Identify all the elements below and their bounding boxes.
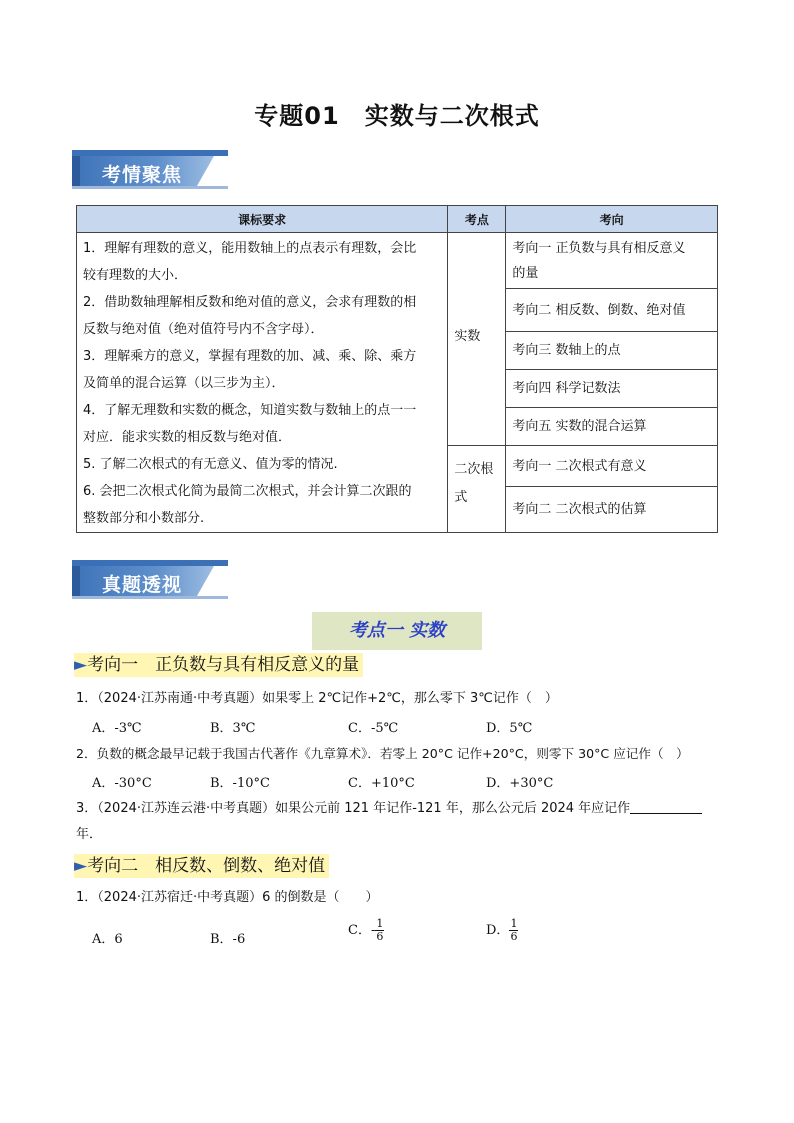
header-kaodian: 考点 xyxy=(448,206,506,233)
option-d: D．5℃ xyxy=(486,721,533,736)
fraction-denominator: 6 xyxy=(510,930,518,943)
direction-cell: 考向二 相反数、倒数、绝对值 xyxy=(506,289,718,332)
kaodian-line: 二次根 xyxy=(454,462,494,477)
section-banner-kaoqing xyxy=(72,150,228,194)
option-c xyxy=(348,918,384,943)
banner-top-bar xyxy=(72,150,228,156)
direction-heading-label: 考向二 相反数、倒数、绝对值 xyxy=(87,856,326,876)
option-a: A．-30°C xyxy=(92,776,152,791)
req-line: 5. 了解二次根式的有无意义、值为零的情况. xyxy=(83,457,338,472)
question-stem: 1．（2024·江苏南通·中考真题）如果零上 2℃记作+2℃，那么零下 3℃记作（ ） xyxy=(76,691,558,706)
kaodian-ercigenshi xyxy=(448,446,506,533)
answer-blank xyxy=(630,799,702,814)
direction-heading xyxy=(74,653,363,677)
req-line: 及简单的混合运算（以三步为主）． xyxy=(83,376,285,391)
req-line: 较有理数的大小． xyxy=(83,268,188,283)
option-d: D．+30°C xyxy=(486,776,554,791)
req-line: 整数部分和小数部分. xyxy=(83,511,205,526)
fraction xyxy=(509,918,518,943)
direction-cell: 考向一 二次根式有意义 xyxy=(506,446,718,487)
req-line: 2．借助数轴理解相反数和绝对值的意义，会求有理数的相 xyxy=(83,295,417,310)
header-kebiao: 课标要求 xyxy=(77,206,448,233)
kaodian-shishu: 实数 xyxy=(448,233,506,446)
direction-cell: 考向五 实数的混合运算 xyxy=(506,408,718,446)
table-row xyxy=(77,233,718,289)
question-stem: 2．负数的概念最早记载于我国古代著作《九章算术》．若零上 20°C 记作+20°C，则零下 30°C 应记作（ ） xyxy=(76,746,689,761)
banner-label: 真题透视 xyxy=(102,574,183,596)
req-line: 6. 会把二次根式化简为最简二次根式，并会计算二次跟的 xyxy=(83,484,412,499)
option-a: A．-3℃ xyxy=(92,721,142,736)
fraction-denominator: 6 xyxy=(376,930,384,943)
section-banner-zhenti xyxy=(72,560,228,604)
banner-shade xyxy=(72,566,80,596)
req-line: 1．理解有理数的意义，能用数轴上的点表示有理数，会比 xyxy=(83,241,417,256)
direction-line: 考向一 正负数与具有相反意义 xyxy=(512,240,686,256)
req-line: 对应．能求实数的相反数与绝对值． xyxy=(83,430,292,445)
banner-top-bar xyxy=(72,560,228,566)
table-header-row xyxy=(77,206,718,233)
question-tail: 年． xyxy=(76,827,103,842)
page-title: 专题01 实数与二次根式 xyxy=(254,102,540,130)
triangle-marker-icon: ► xyxy=(74,655,88,675)
question-stem xyxy=(76,799,702,819)
direction-heading xyxy=(74,854,329,878)
requirements-table xyxy=(76,205,718,533)
fraction-numerator: 1 xyxy=(510,917,518,930)
direction-cell: 考向三 数轴上的点 xyxy=(506,332,718,370)
question-stem: 1．（2024·江苏宿迁·中考真题）6 的倒数是（ ） xyxy=(76,890,379,905)
direction-heading-label: 考向一 正负数与具有相反意义的量 xyxy=(87,655,360,675)
kaodian-line: 式 xyxy=(454,490,468,505)
option-c: C．-5℃ xyxy=(348,721,399,736)
option-c-prefix: C．- xyxy=(348,923,376,938)
direction-cell xyxy=(506,233,718,289)
req-line: 3．理解乘方的意义，掌握有理数的加、减、乘、除、乘方 xyxy=(83,349,417,364)
option-d-prefix: D． xyxy=(486,923,510,938)
option-a: A．6 xyxy=(92,932,123,947)
direction-cell: 考向四 科学记数法 xyxy=(506,370,718,408)
direction-cell: 考向二 二次根式的估算 xyxy=(506,487,718,533)
option-b: B．-6 xyxy=(210,932,246,947)
requirements-cell xyxy=(77,233,448,533)
banner-shade xyxy=(72,156,80,186)
option-d xyxy=(486,918,518,943)
fraction xyxy=(375,918,384,943)
kaodian-box: 考点一 实数 xyxy=(312,612,482,650)
banner-label: 考情聚焦 xyxy=(102,164,183,186)
triangle-marker-icon: ► xyxy=(74,856,88,876)
fraction-numerator: 1 xyxy=(376,917,384,930)
option-b: B．-10°C xyxy=(210,776,270,791)
req-line: 反数与绝对值（绝对值符号内不含字母）． xyxy=(83,322,324,337)
req-line: 4．了解无理数和实数的概念，知道实数与数轴上的点一一 xyxy=(83,403,417,418)
question-text: 3．（2024·江苏连云港·中考真题）如果公元前 121 年记作-121 年，那么公元后 2024 年应记作 xyxy=(76,801,631,816)
option-b: B．3℃ xyxy=(210,721,256,736)
direction-line: 的量 xyxy=(512,265,539,281)
option-c: C．+10°C xyxy=(348,776,415,791)
header-kaoxiang: 考向 xyxy=(506,206,718,233)
